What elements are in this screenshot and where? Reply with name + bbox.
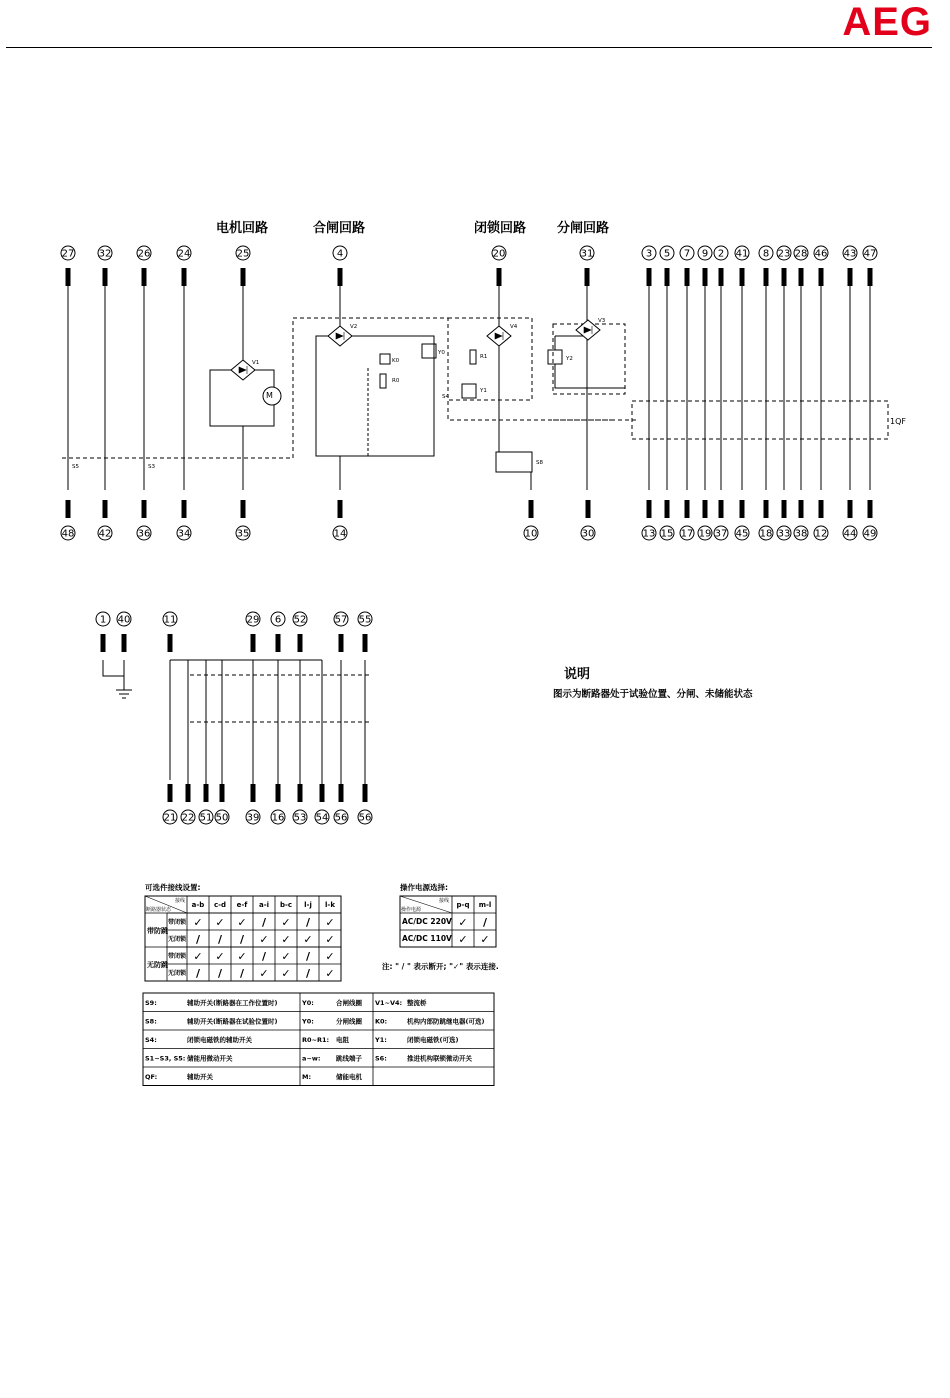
terminal-lower-top-6-stub — [276, 634, 281, 652]
options-cell: ✓ — [325, 967, 335, 980]
options-cell: ✓ — [215, 950, 225, 963]
caption-opening: 分闸回路 — [557, 221, 610, 236]
terminal-lower-bottom-39-4 — [246, 784, 260, 824]
legend-key: S6: — [375, 1054, 387, 1063]
brand-logo: AEG — [842, 0, 932, 44]
terminal-bottom-42-stub — [103, 500, 108, 518]
options-row-label: 带闭锁 — [168, 919, 187, 926]
terminal-bottom-15-label: 15 — [660, 528, 674, 540]
terminal-top-47-stub — [868, 268, 873, 286]
terminal-bottom-35-stub — [241, 500, 246, 518]
terminal-lower-top-11-stub — [168, 634, 173, 652]
terminal-bottom-37-label: 37 — [714, 528, 728, 540]
legend-value: 辅助开关(断路器在试验位置时) — [187, 1017, 278, 1026]
svg-text:V3: V3 — [598, 318, 606, 324]
terminal-lower-bottom-53-6 — [293, 784, 307, 824]
options-cell: ✓ — [193, 916, 203, 929]
power-cell: ✓ — [480, 933, 490, 946]
terminal-top-5-stub — [665, 268, 670, 286]
terminal-bottom-34-label: 34 — [177, 528, 191, 540]
terminal-top-28-stub — [799, 268, 804, 286]
options-cell: ✓ — [215, 916, 225, 929]
legend-value: 推进机构联锁微动开关 — [407, 1054, 472, 1063]
terminal-top-25-stub — [241, 268, 246, 286]
terminal-top-32 — [98, 246, 112, 286]
terminal-lower-bottom-51-2-stub — [204, 784, 209, 802]
terminal-bottom-49-label: 49 — [863, 528, 877, 540]
terminal-lower-bottom-54-7 — [315, 784, 329, 824]
top-terminal-row — [61, 246, 877, 286]
options-col-l-j: l-j — [304, 901, 312, 909]
terminal-top-31-label: 31 — [580, 248, 594, 260]
svg-text:R1: R1 — [480, 354, 488, 360]
terminal-bottom-19-stub — [703, 500, 708, 518]
terminal-bottom-14-label: 14 — [333, 528, 347, 540]
terminal-bottom-13 — [642, 500, 656, 540]
svg-text:Y1: Y1 — [480, 388, 487, 394]
legend-key: S1~S3, S5: — [145, 1054, 186, 1063]
terminal-bottom-12-stub — [819, 500, 824, 518]
options-col-b-c: b-c — [279, 901, 293, 909]
terminal-bottom-36-stub — [142, 500, 147, 518]
options-col-a-b: a-b — [191, 901, 205, 909]
terminal-lower-bottom-50-3 — [215, 784, 229, 824]
power-corner-top: 接线 — [438, 898, 449, 904]
terminal-top-26 — [137, 246, 151, 286]
terminal-bottom-33 — [777, 500, 791, 540]
options-cell: ✓ — [259, 933, 269, 946]
terminal-bottom-44-stub — [848, 500, 853, 518]
options-cell: ✓ — [281, 916, 291, 929]
svg-text:S8: S8 — [536, 460, 543, 466]
terminal-lower-top-52 — [293, 612, 307, 652]
power-table — [382, 882, 499, 971]
terminal-top-46-label: 46 — [814, 248, 828, 260]
terminal-bottom-44-label: 44 — [843, 528, 857, 540]
terminal-lower-top-40 — [117, 612, 131, 652]
options-cell: / — [239, 967, 245, 980]
options-group-0: 带防跳 — [147, 927, 168, 935]
options-cell: / — [305, 967, 311, 980]
terminal-top-3 — [642, 246, 656, 286]
terminal-top-7-label: 7 — [683, 248, 691, 260]
terminal-bottom-37 — [714, 500, 728, 540]
terminal-top-26-label: 26 — [137, 248, 151, 260]
terminal-top-43 — [843, 246, 857, 286]
locking-dashed-box — [448, 318, 532, 400]
power-corner-bottom: 操作电源 — [401, 907, 422, 913]
options-row-label: 无闭锁 — [168, 970, 187, 977]
terminal-lower-bottom-22-1-label: 22 — [181, 812, 195, 824]
terminal-bottom-37-stub — [719, 500, 724, 518]
terminal-top-27-stub — [66, 268, 71, 286]
terminal-lower-top-1-stub — [101, 634, 106, 652]
terminal-lower-top-57-label: 57 — [334, 614, 348, 626]
terminal-bottom-15 — [660, 500, 674, 540]
caption-motor: 电机回路 — [216, 221, 269, 236]
component-labels — [72, 318, 906, 470]
svg-text:Y2: Y2 — [566, 356, 573, 362]
circuit-lines — [62, 318, 888, 780]
svg-text:S3: S3 — [148, 464, 155, 470]
terminal-lower-top-55-stub — [363, 634, 368, 652]
options-cell: ✓ — [281, 967, 291, 980]
terminal-lower-top-55-label: 55 — [358, 614, 372, 626]
legend-value: 储能电机 — [336, 1073, 362, 1081]
ground-symbol — [103, 660, 132, 698]
terminal-lower-top-52-label: 52 — [293, 614, 307, 626]
terminal-lower-bottom-51-2-label: 51 — [199, 812, 213, 824]
options-cell: / — [217, 967, 223, 980]
terminal-top-24-label: 24 — [177, 248, 191, 260]
terminal-top-32-label: 32 — [98, 248, 112, 260]
options-cell: / — [261, 916, 267, 929]
options-group-1: 无防跳 — [147, 961, 168, 969]
terminal-bottom-18-stub — [764, 500, 769, 518]
terminal-top-7 — [680, 246, 694, 286]
terminal-top-41-stub — [740, 268, 745, 286]
options-row-label: 无闭锁 — [168, 936, 187, 943]
legend-key: Y1: — [375, 1036, 387, 1044]
terminal-bottom-10-stub — [529, 500, 534, 518]
terminal-bottom-48 — [61, 500, 75, 540]
terminal-lower-top-1-label: 1 — [99, 614, 107, 626]
legend-key: R0~R1: — [302, 1036, 330, 1044]
svg-text:S5: S5 — [72, 464, 79, 470]
options-col-e-f: e-f — [236, 901, 248, 909]
legend-key: V1~V4: — [375, 999, 403, 1007]
terminal-bottom-12 — [814, 500, 828, 540]
terminal-top-2-label: 2 — [717, 248, 725, 260]
closing-loop — [316, 336, 434, 456]
terminal-bottom-35 — [236, 500, 250, 540]
notes-title: 说明 — [564, 667, 591, 682]
terminal-top-46 — [814, 246, 828, 286]
legend-value: 合闸线圈 — [336, 999, 362, 1007]
svg-text:Y0: Y0 — [438, 350, 445, 356]
options-col-c-d: c-d — [213, 901, 227, 909]
terminal-top-7-stub — [685, 268, 690, 286]
options-cell: ✓ — [281, 950, 291, 963]
legend-key: M: — [302, 1073, 312, 1081]
options-col-a-i: a-i — [258, 901, 270, 909]
terminal-lower-bottom-56-8 — [334, 784, 348, 824]
terminal-bottom-42 — [98, 500, 112, 540]
terminal-top-24 — [177, 246, 191, 286]
terminal-lower-bottom-50-3-label: 50 — [215, 812, 229, 824]
terminal-lower-top-29-label: 29 — [246, 614, 260, 626]
terminal-top-32-stub — [103, 268, 108, 286]
terminal-top-41 — [735, 246, 749, 286]
terminal-bottom-36-label: 36 — [137, 528, 151, 540]
terminal-lower-bottom-51-2 — [199, 784, 213, 824]
legend-key: S9: — [145, 999, 157, 1007]
terminal-bottom-34 — [177, 500, 191, 540]
terminal-top-4-label: 4 — [336, 248, 344, 260]
terminal-bottom-30-stub — [586, 500, 591, 518]
power-cell: ✓ — [458, 933, 468, 946]
rectifier-bridges — [231, 320, 600, 405]
terminal-bottom-18 — [759, 500, 773, 540]
options-cell: ✓ — [281, 933, 291, 946]
terminal-top-20-stub — [497, 268, 502, 286]
terminal-lower-bottom-21-0 — [163, 784, 177, 824]
terminal-bottom-10-label: 10 — [524, 528, 538, 540]
legend-value: 整流桥 — [407, 999, 427, 1007]
terminal-top-25 — [236, 246, 250, 286]
legend-key: S4: — [145, 1036, 157, 1044]
power-cell: ✓ — [458, 916, 468, 929]
terminal-lower-bottom-16-5-label: 16 — [271, 812, 285, 824]
terminal-top-27-label: 27 — [61, 248, 75, 260]
terminal-top-43-stub — [848, 268, 853, 286]
terminal-bottom-49-stub — [868, 500, 873, 518]
options-cell: / — [217, 933, 223, 946]
terminal-top-23-label: 23 — [777, 248, 791, 260]
terminal-top-47-label: 47 — [863, 248, 877, 260]
options-cell: ✓ — [237, 950, 247, 963]
bottom-terminal-row — [61, 500, 877, 540]
terminal-bottom-45 — [735, 500, 749, 540]
lower-bottom-terminal-row — [163, 660, 372, 824]
terminal-lower-bottom-39-4-label: 39 — [246, 812, 260, 824]
terminal-bottom-44 — [843, 500, 857, 540]
terminal-top-4-stub — [338, 268, 343, 286]
terminal-lower-top-29 — [246, 612, 260, 652]
options-corner-top: 接线 — [174, 898, 185, 904]
legend-table — [143, 993, 494, 1086]
terminal-lower-bottom-53-6-stub — [298, 784, 303, 802]
power-col-m-l: m-l — [478, 901, 492, 909]
terminal-bottom-45-label: 45 — [735, 528, 749, 540]
terminal-lower-bottom-56-9 — [358, 784, 372, 824]
terminal-top-8 — [759, 246, 773, 286]
legend-value: 机构内部防跳继电器(可选) — [407, 1017, 485, 1026]
vertical-wires — [68, 286, 870, 490]
terminal-bottom-35-label: 35 — [236, 528, 250, 540]
terminal-bottom-15-stub — [665, 500, 670, 518]
legend-value: 电阻 — [336, 1036, 349, 1044]
options-cell: / — [305, 950, 311, 963]
terminal-lower-top-40-label: 40 — [117, 614, 131, 626]
terminal-bottom-12-label: 12 — [814, 528, 828, 540]
svg-text:1QF: 1QF — [890, 417, 906, 426]
terminal-lower-bottom-16-5 — [271, 784, 285, 824]
legend-value: 闭锁电磁铁(可选) — [407, 1036, 459, 1044]
terminal-bottom-38-stub — [799, 500, 804, 518]
svg-text:V4: V4 — [510, 324, 518, 330]
terminal-lower-top-29-stub — [251, 634, 256, 652]
terminal-lower-bottom-22-1 — [181, 784, 195, 824]
terminal-bottom-42-label: 42 — [98, 528, 112, 540]
terminal-top-9-label: 9 — [701, 248, 709, 260]
terminal-lower-top-57 — [334, 612, 348, 652]
terminal-top-23-stub — [782, 268, 787, 286]
options-row-label: 带闭锁 — [168, 953, 187, 960]
options-cell: ✓ — [303, 933, 313, 946]
terminal-bottom-49 — [863, 500, 877, 540]
terminal-top-24-stub — [182, 268, 187, 286]
terminal-bottom-45-stub — [740, 500, 745, 518]
terminal-bottom-10 — [524, 500, 538, 540]
terminal-bottom-17 — [680, 500, 694, 540]
terminal-lower-bottom-56-8-label: 56 — [334, 812, 348, 824]
options-cell: / — [195, 967, 201, 980]
terminal-bottom-33-stub — [782, 500, 787, 518]
terminal-top-27 — [61, 246, 75, 286]
terminal-lower-top-6 — [271, 612, 285, 652]
terminal-top-3-stub — [647, 268, 652, 286]
terminal-top-4 — [333, 246, 347, 286]
terminal-bottom-17-label: 17 — [680, 528, 694, 540]
options-table — [145, 882, 341, 981]
svg-text:V1: V1 — [252, 360, 260, 366]
terminal-lower-top-52-stub — [298, 634, 303, 652]
terminal-top-8-stub — [764, 268, 769, 286]
options-table-title: 可选件接线设置: — [145, 883, 201, 892]
terminal-lower-bottom-54-7-stub — [320, 784, 325, 802]
power-table-title: 操作电源选择: — [400, 883, 448, 892]
terminal-bottom-13-stub — [647, 500, 652, 518]
power-col-p-q: p-q — [456, 901, 470, 909]
options-col-l-k: l-k — [325, 901, 335, 909]
terminal-lower-top-55 — [358, 612, 372, 652]
terminal-top-5-label: 5 — [663, 248, 671, 260]
terminal-bottom-36 — [137, 500, 151, 540]
terminal-top-26-stub — [142, 268, 147, 286]
options-cell: / — [195, 933, 201, 946]
terminal-top-43-label: 43 — [843, 248, 857, 260]
svg-text:M: M — [266, 391, 273, 400]
terminal-top-5 — [660, 246, 674, 286]
terminal-lower-bottom-39-4-stub — [251, 784, 256, 802]
caption-closing: 合闸回路 — [313, 221, 366, 236]
notes-text: 图示为断路器处于试验位置、分闸、未储能状态 — [553, 689, 753, 700]
power-row-label: AC/DC 110V — [402, 934, 452, 943]
terminal-top-20-label: 20 — [492, 248, 506, 260]
terminal-lower-bottom-22-1-stub — [186, 784, 191, 802]
power-row-label: AC/DC 220V — [402, 917, 452, 926]
terminal-lower-bottom-53-6-label: 53 — [293, 812, 307, 824]
terminal-lower-bottom-56-9-stub — [363, 784, 368, 802]
terminal-bottom-48-stub — [66, 500, 71, 518]
terminal-top-28-label: 28 — [794, 248, 808, 260]
terminal-bottom-34-stub — [182, 500, 187, 518]
terminal-top-31-stub — [585, 268, 590, 286]
legend-key: Y0: — [302, 999, 314, 1007]
terminal-bottom-19-label: 19 — [698, 528, 712, 540]
terminal-lower-bottom-56-8-stub — [339, 784, 344, 802]
legend-value: 闭锁电磁铁的辅助开关 — [187, 1036, 252, 1044]
terminal-bottom-30 — [581, 500, 595, 540]
terminal-top-20 — [492, 246, 506, 286]
legend-value: 分闸线圈 — [336, 1017, 362, 1026]
power-cell: / — [482, 916, 488, 929]
terminal-top-25-label: 25 — [236, 248, 250, 260]
legend-key: K0: — [375, 1017, 388, 1026]
terminal-top-47 — [863, 246, 877, 286]
options-cell: ✓ — [325, 933, 335, 946]
legend-value: 辅助开关(断路器在工作位置时) — [187, 999, 278, 1007]
legend-value: 辅助开关 — [187, 1073, 213, 1081]
terminal-lower-bottom-21-0-stub — [168, 784, 173, 802]
lower-top-terminal-row — [96, 612, 372, 652]
terminal-lower-top-6-label: 6 — [274, 614, 282, 626]
terminal-bottom-18-label: 18 — [759, 528, 773, 540]
legend-key: a~w: — [302, 1054, 321, 1063]
legend-key: Y0: — [302, 1017, 314, 1026]
terminal-top-2-stub — [719, 268, 724, 286]
power-table-note: 注: " / " 表示断开; "✓" 表示连接. — [382, 962, 499, 971]
terminal-top-46-stub — [819, 268, 824, 286]
terminal-lower-bottom-16-5-stub — [276, 784, 281, 802]
terminal-lower-top-57-stub — [339, 634, 344, 652]
terminal-lower-top-40-stub — [122, 634, 127, 652]
options-cell: / — [305, 916, 311, 929]
options-corner-bottom: 断路器状态 — [146, 907, 172, 913]
terminal-lower-bottom-21-0-label: 21 — [163, 812, 177, 824]
options-cell: ✓ — [193, 950, 203, 963]
options-cell: / — [239, 933, 245, 946]
terminal-top-28 — [794, 246, 808, 286]
terminal-bottom-30-label: 30 — [581, 528, 595, 540]
terminal-top-3-label: 3 — [645, 248, 653, 260]
terminal-bottom-19 — [698, 500, 712, 540]
terminal-bottom-17-stub — [685, 500, 690, 518]
terminal-top-9 — [698, 246, 712, 286]
terminal-lower-bottom-50-3-stub — [220, 784, 225, 802]
terminal-bottom-48-label: 48 — [61, 528, 75, 540]
legend-value: 跳线端子 — [336, 1054, 362, 1063]
terminal-lower-top-11 — [163, 612, 177, 652]
terminal-top-41-label: 41 — [735, 248, 749, 260]
svg-text:R0: R0 — [392, 378, 400, 384]
svg-text:S4: S4 — [442, 394, 449, 400]
terminal-bottom-33-label: 33 — [777, 528, 791, 540]
terminal-lower-bottom-54-7-label: 54 — [315, 812, 329, 824]
terminal-top-23 — [777, 246, 791, 286]
terminal-bottom-14-stub — [338, 500, 343, 518]
terminal-lower-top-1 — [96, 612, 110, 652]
terminal-top-9-stub — [703, 268, 708, 286]
terminal-top-31 — [580, 246, 594, 286]
terminal-bottom-38 — [794, 500, 808, 540]
options-cell: ✓ — [325, 916, 335, 929]
legend-key: S8: — [145, 1017, 157, 1026]
caption-locking: 闭锁回路 — [474, 221, 527, 236]
terminal-bottom-38-label: 38 — [794, 528, 808, 540]
options-cell: ✓ — [325, 950, 335, 963]
svg-text:K0: K0 — [392, 358, 400, 364]
options-cell: / — [261, 950, 267, 963]
terminal-bottom-13-label: 13 — [642, 528, 656, 540]
terminal-top-8-label: 8 — [762, 248, 770, 260]
options-cell: ✓ — [259, 967, 269, 980]
options-cell: ✓ — [237, 916, 247, 929]
legend-key: QF: — [145, 1073, 158, 1081]
svg-text:V2: V2 — [350, 324, 358, 330]
terminal-lower-top-11-label: 11 — [163, 614, 177, 626]
terminal-top-2 — [714, 246, 728, 286]
terminal-bottom-14 — [333, 500, 347, 540]
terminal-lower-bottom-56-9-label: 56 — [358, 812, 372, 824]
legend-value: 储能用微动开关 — [187, 1054, 233, 1063]
